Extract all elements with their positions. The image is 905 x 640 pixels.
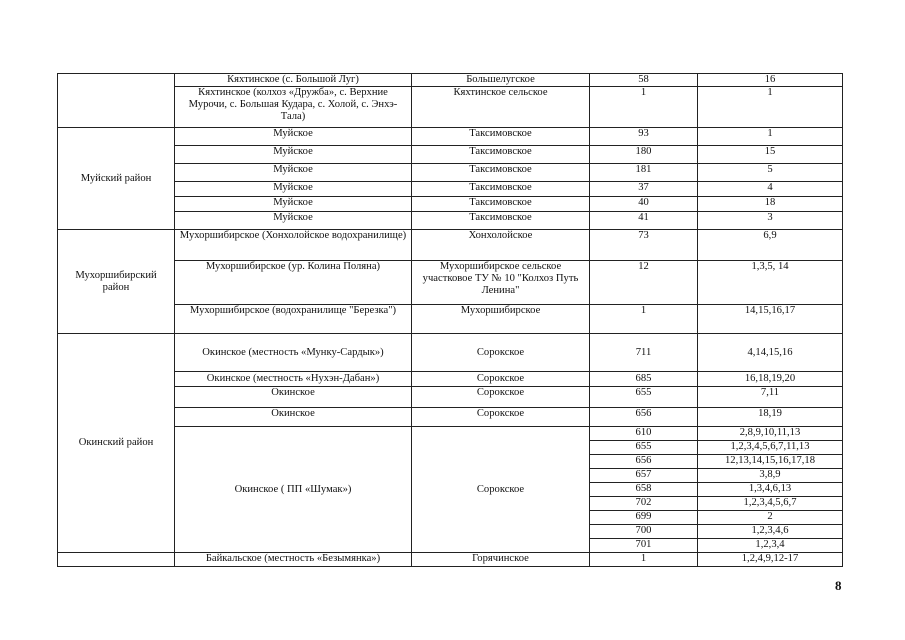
- name-cell: Окинское (местность «Мунку-Сардык»): [175, 334, 412, 372]
- forestry-cell: Таксимовское: [412, 182, 590, 197]
- name-cell: Окинское: [175, 387, 412, 408]
- table-row: [58, 230, 843, 261]
- district-cell: Муйский район: [58, 128, 175, 230]
- district-cell: Мухоршибирский район: [58, 230, 175, 334]
- page-number: 8: [835, 578, 842, 593]
- quarter-cell: 702: [590, 497, 698, 511]
- forestry-cell: Таксимовское: [412, 128, 590, 146]
- quarter-cell: 37: [590, 182, 698, 197]
- quarter-cell: 1: [590, 553, 698, 567]
- district-cell: [58, 74, 175, 128]
- name-cell: Муйское: [175, 164, 412, 182]
- table-row: [58, 146, 843, 164]
- plots-cell: 4,14,15,16: [698, 334, 843, 372]
- plots-cell: 5: [698, 164, 843, 182]
- quarter-cell: 1: [590, 87, 698, 128]
- table-row: [58, 334, 843, 372]
- forestry-cell: Сорокское: [412, 334, 590, 372]
- name-cell: Окинское ( ПП «Шумак»): [175, 427, 412, 553]
- quarter-cell: 1: [590, 305, 698, 334]
- name-cell: Окинское (местность «Нухэн-Дабан»): [175, 372, 412, 387]
- quarter-cell: 655: [590, 387, 698, 408]
- quarter-cell: 58: [590, 74, 698, 87]
- quarter-cell: 711: [590, 334, 698, 372]
- quarter-cell: 657: [590, 469, 698, 483]
- name-cell: Окинское: [175, 408, 412, 427]
- district-cell: Окинский район: [58, 334, 175, 553]
- quarter-cell: 656: [590, 408, 698, 427]
- table-row: [58, 74, 843, 87]
- forestry-cell: Сорокское: [412, 427, 590, 553]
- forestry-cell: Хонхолойское: [412, 230, 590, 261]
- quarter-cell: 700: [590, 525, 698, 539]
- quarter-cell: 180: [590, 146, 698, 164]
- forestry-cell: Большелугское: [412, 74, 590, 87]
- plots-cell: 16: [698, 74, 843, 87]
- name-cell: Муйское: [175, 212, 412, 230]
- plots-cell: 4: [698, 182, 843, 197]
- quarter-cell: 658: [590, 483, 698, 497]
- plots-cell: 15: [698, 146, 843, 164]
- plots-cell: 1,2,3,4,5,6,7: [698, 497, 843, 511]
- plots-cell: 1,3,4,6,13: [698, 483, 843, 497]
- forestry-cell: Таксимовское: [412, 212, 590, 230]
- plots-cell: 1,2,3,4,6: [698, 525, 843, 539]
- table-row: [58, 427, 843, 441]
- name-cell: Кяхтинское (колхоз «Дружба», с. Верхние Мурочи, с. Большая Кудара, с. Холой, с. Энхэ-Тала): [175, 87, 412, 128]
- plots-cell: 1,2,4,9,12-17: [698, 553, 843, 567]
- table-row: [58, 261, 843, 305]
- forestry-cell: Кяхтинское сельское: [412, 87, 590, 128]
- plots-cell: 14,15,16,17: [698, 305, 843, 334]
- quarter-cell: 699: [590, 511, 698, 525]
- table-row: [58, 408, 843, 427]
- name-cell: Муйское: [175, 146, 412, 164]
- plots-cell: 2,8,9,10,11,13: [698, 427, 843, 441]
- forestry-cell: Сорокское: [412, 387, 590, 408]
- plots-cell: 3,8,9: [698, 469, 843, 483]
- quarter-cell: 73: [590, 230, 698, 261]
- plots-cell: 2: [698, 511, 843, 525]
- quarter-cell: 655: [590, 441, 698, 455]
- name-cell: Мухоршибирское (Хонхолойское водохранилище): [175, 230, 412, 261]
- forestry-cell: Мухоршибирское сельское участковое ТУ № 10 "Колхоз Путь Ленина": [412, 261, 590, 305]
- plots-cell: 18: [698, 197, 843, 212]
- name-cell: Мухоршибирское (водохранилище "Березка"): [175, 305, 412, 334]
- forestry-cell: Таксимовское: [412, 197, 590, 212]
- name-cell: Муйское: [175, 182, 412, 197]
- quarter-cell: 701: [590, 539, 698, 553]
- forestry-cell: Мухоршибирское: [412, 305, 590, 334]
- quarter-cell: 181: [590, 164, 698, 182]
- plots-cell: 1,3,5, 14: [698, 261, 843, 305]
- table-row: [58, 212, 843, 230]
- forestry-cell: Горячинское: [412, 553, 590, 567]
- table-row: [58, 182, 843, 197]
- table-row: [58, 87, 843, 128]
- quarter-cell: 685: [590, 372, 698, 387]
- quarter-cell: 40: [590, 197, 698, 212]
- forestry-table: [57, 73, 843, 567]
- name-cell: Байкальское (местность «Безымянка»): [175, 553, 412, 567]
- plots-cell: 7,11: [698, 387, 843, 408]
- table-row: [58, 372, 843, 387]
- plots-cell: 1: [698, 87, 843, 128]
- quarter-cell: 656: [590, 455, 698, 469]
- plots-cell: 6,9: [698, 230, 843, 261]
- plots-cell: 18,19: [698, 408, 843, 427]
- table-row: [58, 553, 843, 567]
- table-row: [58, 128, 843, 146]
- name-cell: Кяхтинское (с. Большой Луг): [175, 74, 412, 87]
- quarter-cell: 610: [590, 427, 698, 441]
- name-cell: Муйское: [175, 128, 412, 146]
- forestry-cell: Сорокское: [412, 408, 590, 427]
- forestry-table-body: [58, 74, 843, 567]
- plots-cell: 12,13,14,15,16,17,18: [698, 455, 843, 469]
- name-cell: Мухоршибирское (ур. Колина Поляна): [175, 261, 412, 305]
- plots-cell: 1,2,3,4,5,6,7,11,13: [698, 441, 843, 455]
- table-row: [58, 197, 843, 212]
- table-row: [58, 305, 843, 334]
- plots-cell: 1,2,3,4: [698, 539, 843, 553]
- plots-cell: 1: [698, 128, 843, 146]
- district-cell: [58, 553, 175, 567]
- forestry-cell: Таксимовское: [412, 146, 590, 164]
- plots-cell: 16,18,19,20: [698, 372, 843, 387]
- quarter-cell: 41: [590, 212, 698, 230]
- plots-cell: 3: [698, 212, 843, 230]
- quarter-cell: 12: [590, 261, 698, 305]
- forestry-cell: Сорокское: [412, 372, 590, 387]
- table-row: [58, 387, 843, 408]
- forestry-cell: Таксимовское: [412, 164, 590, 182]
- quarter-cell: 93: [590, 128, 698, 146]
- name-cell: Муйское: [175, 197, 412, 212]
- table-row: [58, 164, 843, 182]
